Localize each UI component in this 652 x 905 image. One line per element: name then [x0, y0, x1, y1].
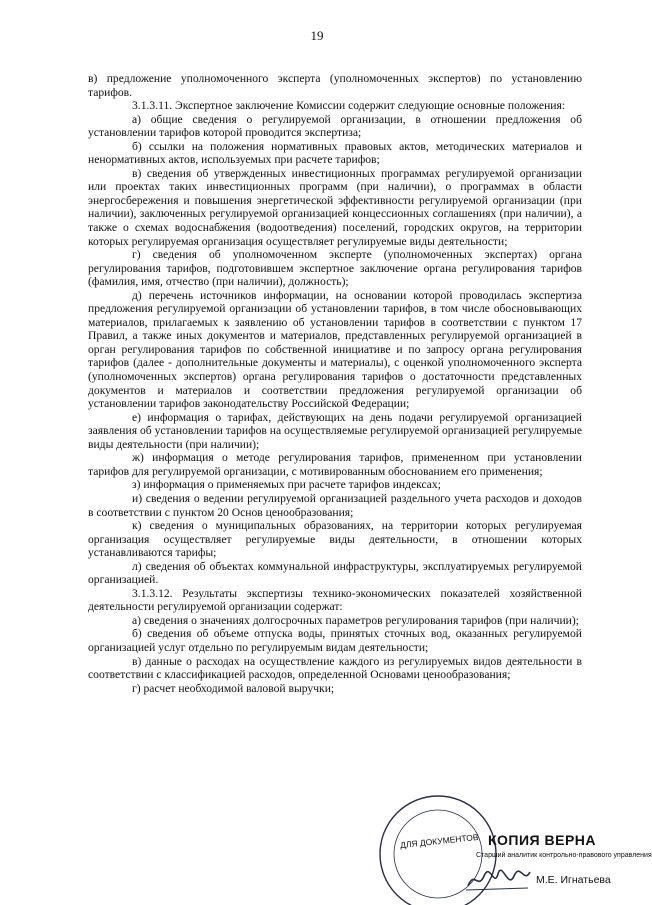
paragraph: а) общие сведения о регулируемой организации, в отношении предложения об установлении тарифов которой проводится экспертиза;: [88, 112, 582, 140]
paragraph: г) расчет необходимой валовой выручки;: [132, 681, 335, 695]
paragraph: б) сведения об объеме отпуска воды, принятых сточных вод, оказанных регулируемой организацией услуг отдельно по регулируемым видам деятельности;: [88, 627, 582, 654]
paragraph: 3.1.3.12. Результаты экспертизы технико-экономических показателей хозяйственной деятельности регулируемой организации содержат:: [88, 586, 582, 614]
stamp-center-text: ДЛЯ ДОКУМЕНТОВ: [399, 831, 479, 851]
paragraph: в) предложение уполномоченного эксперта (уполномоченных экспертов) по установлению тарифов.: [88, 72, 582, 99]
signer-name: М.Е. Игнатьева: [536, 874, 611, 886]
paragraph: 3.1.3.11. Экспертное заключение Комиссии содержит следующие основные положения:: [132, 99, 566, 113]
paragraph: л) сведения об объектах коммунальной инфраструктуры, эксплуатируемых регулируемой организацией.: [88, 559, 582, 587]
paragraph: и) сведения о ведении регулируемой организацией раздельного учета расходов и доходов в соответствии с пунктом 20 Основ ценообразования;: [88, 491, 582, 519]
paragraph: з) информация о применяемых при расчете тарифов индексах;: [132, 478, 441, 492]
paragraph: в) данные о расходах на осуществление каждого из регулируемых видов деятельности в соответствии с классификацией расходов, определенной Основами ценообразования;: [88, 654, 582, 682]
paragraph: е) информация о тарифах, действующих на день подачи регулируемой организацией заявления об установлении тарифов на осуществляемые регулируемой организацией регулируемые виды деятельности (при наличии);: [88, 410, 582, 451]
document-body: [88, 72, 582, 695]
paragraph: ж) информация о методе регулирования тарифов, примененном при установлении тарифов для регулируемой организации, с мотивированным обоснованием его применения;: [88, 451, 582, 478]
paragraph: д) перечень источников информации, на основании которой проводилась экспертиза предложения регулируемой организации об установлении тарифов, в том числе обосновывающих материалов, прилагаемых к заявлению об установлении тарифов в соответствии с пунктом 17 Правил, а также иных документов и материалов, представленных регулируемой организацией в орган регулирования тарифов по собственной инициативе и по запросу органа регулирования тарифов (далее - дополнительные документы и материалы), с оценкой уполномоченного эксперта (уполномоченных экспертов) органа регулирования тарифов о достаточности представленных документов и материалов и соответствии предложения регулируемой организации об установлении тарифов законодательству Российской Федерации;: [88, 288, 582, 411]
paragraph: г) сведения об уполномоченном эксперте (уполномоченных экспертах) органа регулирования тарифов, подготовившем экспертное заключение органа регулирования тарифов (фамилия, имя, отчество (при наличии), должность);: [88, 248, 582, 289]
paragraph: а) сведения о значениях долгосрочных параметров регулирования тарифов (при наличии);: [132, 613, 579, 627]
handwritten-signature: [464, 866, 534, 894]
page-number: 19: [310, 28, 324, 43]
certified-copy-title: КОПИЯ ВЕРНА: [488, 832, 597, 848]
paragraph: б) ссылки на положения нормативных правовых актов, методических материалов и ненормативных актов, используемых при расчете тарифов;: [88, 139, 582, 167]
certification-stamp: [368, 790, 652, 902]
paragraph: к) сведения о муниципальных образованиях, на территории которых регулируемая организация осуществляет регулируемые виды деятельности, в отношении которых устанавливаются тарифы;: [88, 519, 582, 560]
certifier-position: Старший аналитик контрольно-правового управления: [476, 852, 652, 859]
paragraph: в) сведения об утвержденных инвестиционных программах регулируемой организации или проектах таких инвестиционных программ (при наличии), о программах в области энергосбережения и повышения энергетической эффективности регулируемой организации (при наличии), заключенных регулируемой организацией концессионных соглашениях (при наличии), а также о схемах водоснабжения (водоотведения) поселений, городских округов, на территории которых регулируемая организация осуществляет регулируемые виды деятельности;: [88, 166, 582, 248]
